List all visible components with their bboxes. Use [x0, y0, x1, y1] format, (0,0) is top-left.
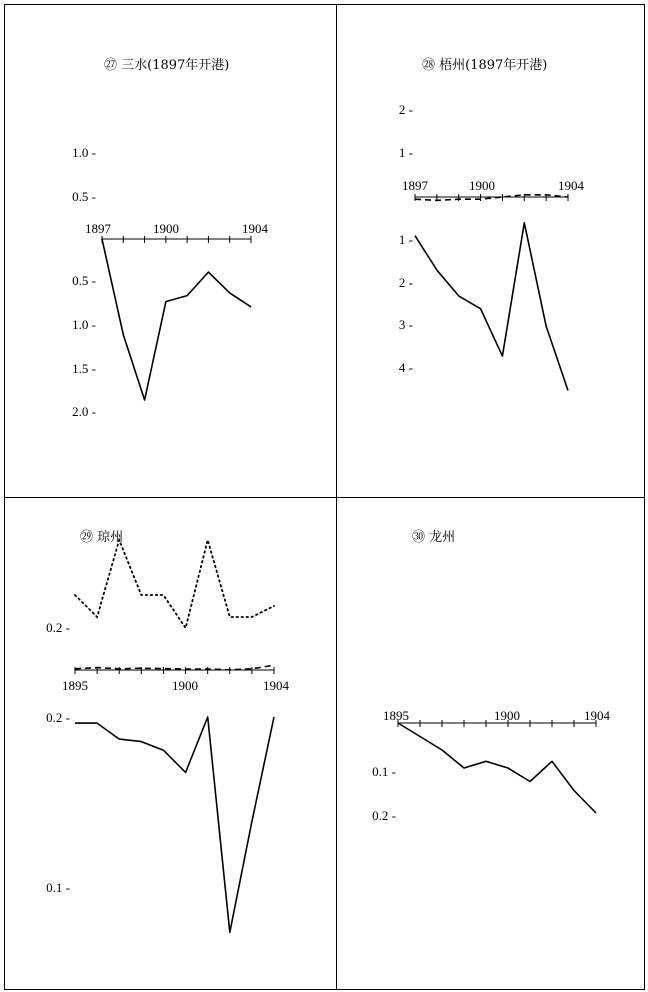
p30-series-solid — [398, 723, 596, 813]
p28-ytick-above: 2 - — [398, 102, 413, 117]
p29-year-1900: 1900 — [172, 678, 198, 693]
p28-ytick-below: 3 - — [398, 317, 413, 332]
p28-year-1904: 1904 — [558, 178, 584, 193]
p29-ytick-below: 0.1 - — [46, 880, 70, 895]
p28-series-dashed — [415, 195, 568, 201]
p28-ytick-below: 1 - — [398, 232, 413, 247]
p27-ytick-above: 0.5 - — [72, 189, 96, 204]
p30-year-1900: 1900 — [494, 708, 520, 723]
chart-marks — [46, 102, 610, 932]
p28-ytick-below: 2 - — [398, 275, 413, 290]
panel-30-title: ㉚ 龙州 — [412, 530, 456, 545]
p27-ytick-below: 1.0 - — [72, 317, 96, 332]
p27-ytick-below: 2.0 - — [72, 404, 96, 419]
p28-year-1900: 1900 — [469, 178, 495, 193]
p29-series-solid — [75, 717, 274, 932]
p29-series-dotted — [75, 540, 274, 628]
p28-series-solid — [415, 223, 568, 391]
p27-year-1900: 1900 — [153, 221, 179, 236]
p28-ytick-above: 1 - — [398, 145, 413, 160]
p27-ytick-above: 1.0 - — [72, 145, 96, 160]
panel-27-title: ㉗ 三水(1897年开港) — [104, 58, 230, 73]
p27-year-1904: 1904 — [242, 221, 268, 236]
p29-ytick-above: 0.2 - — [46, 620, 70, 635]
p30-ytick-below: 0.2 - — [372, 808, 396, 823]
p28-ytick-below: 4 - — [398, 360, 413, 375]
p27-year-1897: 1897 — [85, 221, 111, 236]
p29-ytick-below: 0.2 - — [46, 710, 70, 725]
p28-year-1897: 1897 — [402, 178, 428, 193]
p29-year-1904: 1904 — [263, 678, 289, 693]
p30-year-1904: 1904 — [584, 708, 610, 723]
p27-ytick-below: 0.5 - — [72, 273, 96, 288]
p30-ytick-below: 0.1 - — [372, 764, 396, 779]
p27-ytick-below: 1.5 - — [72, 361, 96, 376]
panel-28-title: ㉘ 梧州(1897年开港) — [422, 58, 548, 73]
p29-year-1895: 1895 — [62, 678, 88, 693]
p30-year-1895: 1895 — [383, 708, 409, 723]
panel-29-title: ㉙ 琼州 — [80, 530, 124, 545]
p29-series-dashed — [75, 665, 274, 670]
p27-series-solid — [102, 239, 251, 400]
